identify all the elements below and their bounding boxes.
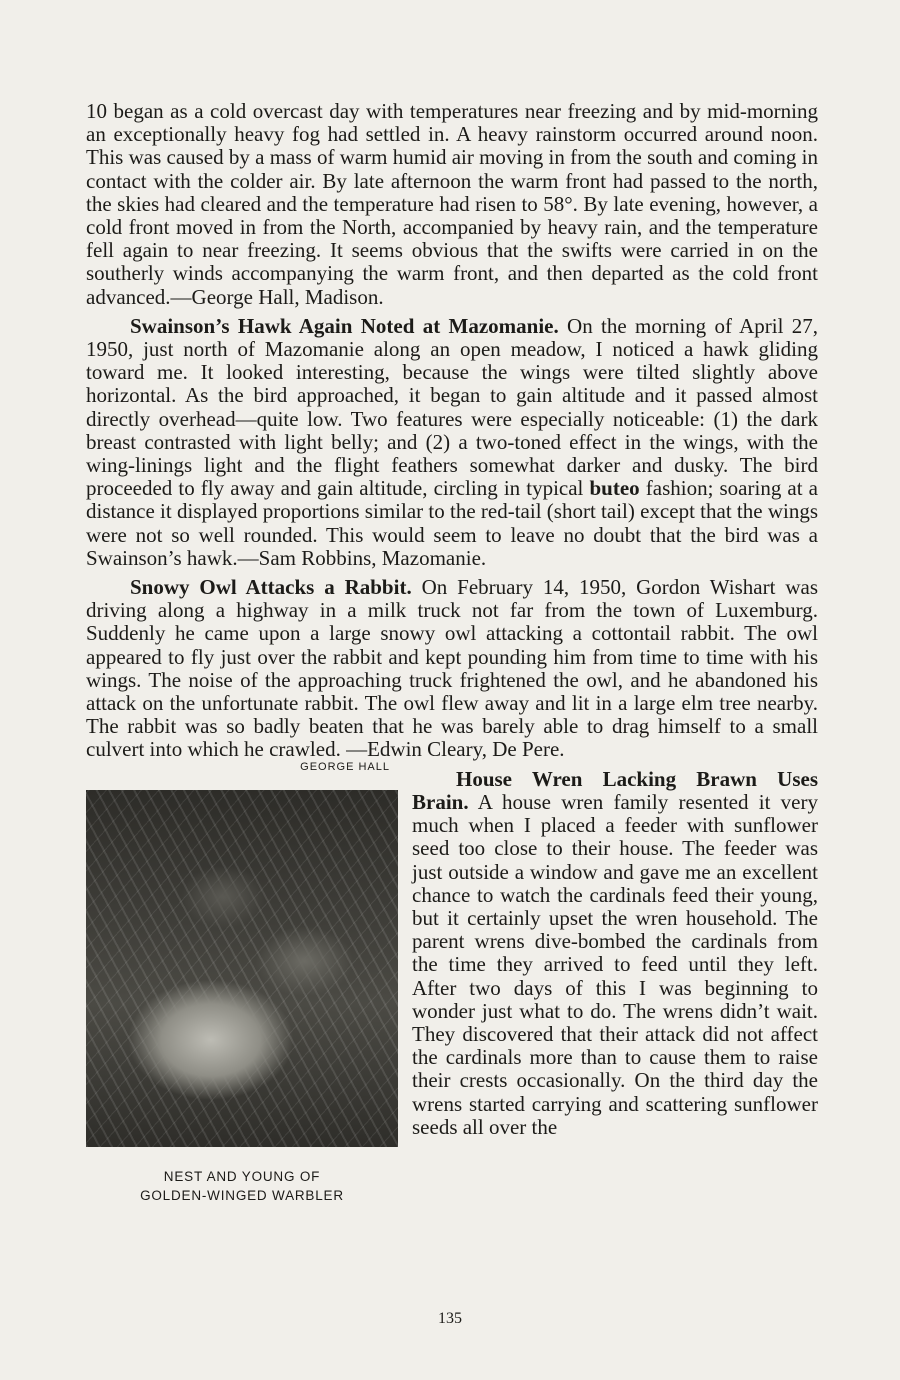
genus-term: buteo: [589, 476, 640, 501]
paragraph-heading: Snowy Owl Attacks a Rabbit.: [130, 575, 412, 600]
paragraph-text: 10 began as a cold overcast day with temperatures near freezing and by mid-morning an exceptionally heavy fog had settled in. A heavy rainstorm occurred around noon. This was caused by a mass of warm humid air moving in from the south and coming in contact with the colder air. By late afternoon the warm front had passed to the north, the skies had cleared and the temperature had risen to 58°. By late evening, however, a cold front moved in from the North, accompanied by heavy rain, and the temperature fell again to near freezing. It seems obvious that the swifts were carried in on the southerly winds accompanying the warm front, and then departed as the cold front advanced.—George Hall, Madison.: [86, 99, 818, 309]
caption-line: GOLDEN-WINGED WARBLER: [140, 1187, 344, 1203]
paragraph-swainsons-hawk: [86, 315, 818, 570]
figure-caption: [86, 1167, 398, 1205]
caption-line: NEST AND YOUNG OF: [163, 1168, 321, 1184]
paragraph-text: fashion; soaring at a distance it displayed proportions similar to the red-tail (short tail) except that the wings were not so well rounded. This would seem to leave no doubt that the bird was a Swainson’s hawk.—Sam Robbins, Mazomanie.: [86, 476, 818, 570]
photo-credit: GEORGE HALL: [300, 760, 390, 773]
paragraph-heading: House Wren Lacking Brawn Uses Brain.: [412, 766, 818, 814]
article-column: [86, 100, 818, 1205]
paragraph-heading: Swainson’s Hawk Again Noted at Mazomanie.: [130, 313, 559, 338]
figure: [86, 750, 398, 1205]
paragraph-text: A house wren family resented it very much when I placed a feeder with sunflower seed too close to their house. The feeder was just outside a window and gave me an excellent chance to watch the cardinals feed their young, but it certainly upset the wren household. The parent wrens dive-bombed the cardinals from the time they arrived to feed until they left. After two days of this I was beginning to wonder just what to do. The wrens didn’t wait. They discovered that their attack did not affect the cardinals more than to cause them to raise their crests occasionally. On the third day the wrens started carrying and scattering sunflower seeds all over the: [412, 789, 818, 1139]
photo-warbler-nest: [86, 790, 398, 1147]
paragraph-text: On February 14, 1950, Gordon Wishart was driving along a highway in a milk truck not far from the town of Luxemburg. Suddenly he came upon a large snowy owl attacking a cottontail rabbit. The owl appeared to fly just over the rabbit and kept pounding him from time to time with his wings. The noise of the approaching truck frightened the owl, and he abandoned his attack on the unfortunate rabbit. The owl flew away and lit in a large elm tree nearby. The rabbit was so badly beaten that he was barely able to drag himself to a small culvert into which he crawled. —Edwin Cleary, De Pere.: [86, 575, 818, 762]
page-number: 135: [438, 1310, 462, 1327]
paragraph-text: On the morning of April 27, 1950, just north of Mazomanie along an open meadow, I noticed a hawk gliding toward me. It looked interesting, because the wings were tilted slightly above horizontal. As the bird approached, it began to gain altitude and it passed almost directly overhead—quite low. Two features were especially noticeable: (1) the dark breast contrasted with light belly; and (2) a two-toned effect in the wings, with the wing-linings light and the flight feathers somewhat darker and dusky. The bird proceeded to fly away and gain altitude, circling in typical: [86, 313, 818, 501]
paragraph-snowy-owl: [86, 576, 818, 762]
paragraph-chimney-swift-weather: [86, 100, 818, 309]
